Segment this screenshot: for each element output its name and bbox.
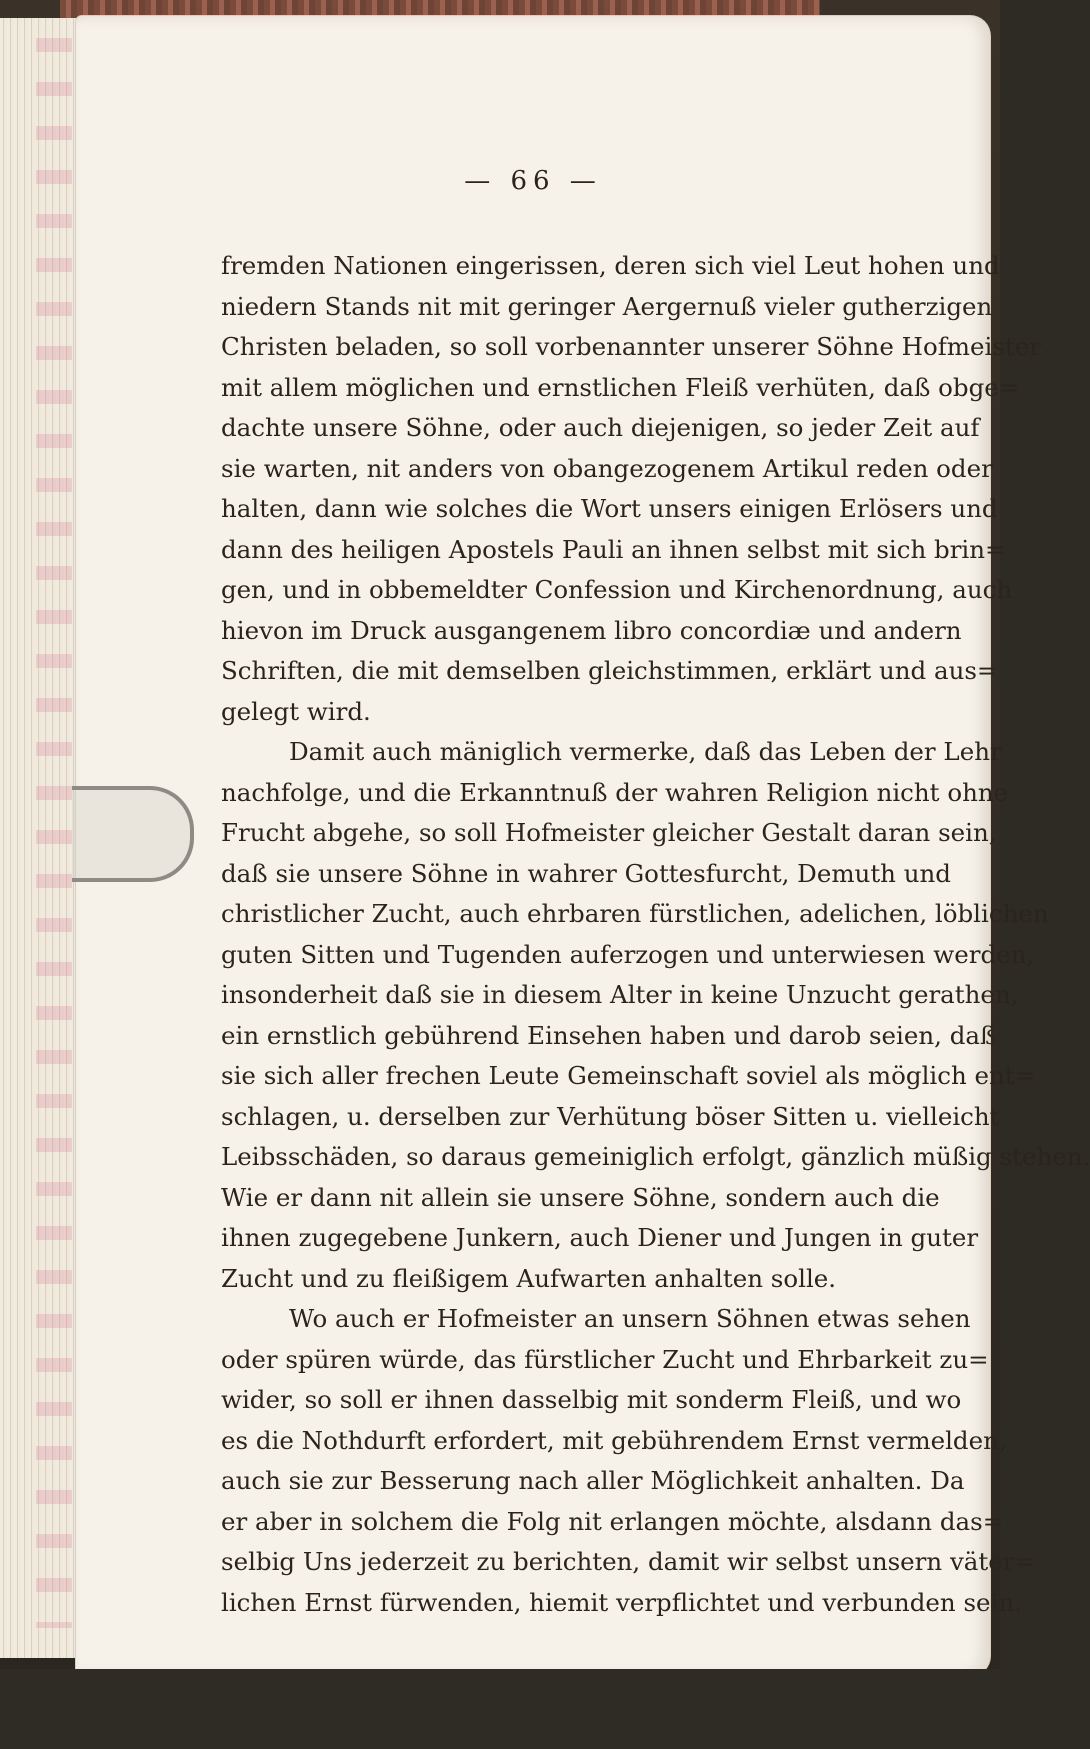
text-line: dachte unsere Söhne, oder auch diejenigen, so jeder Zeit auf [221,413,980,442]
text-line: es die Nothdurft erfordert, mit gebührendem Ernst vermelden, [221,1425,1007,1455]
paper-clip-icon [72,786,194,882]
text-line: Wo auch er Hofmeister an unsern Söhnen etwas sehen [289,1304,971,1333]
text-line: gen, und in obbemeldter Confession und Kirchenordnung, auch [221,575,1013,604]
text-line: Leibsschäden, so daraus gemeiniglich erfolgt, gänzlich müßig stehen. [221,1142,1090,1171]
page-sheet [76,16,1090,1676]
text-line: dann des heiligen Apostels Pauli an ihnen selbst mit sich brin= [221,534,1006,564]
stacked-page-edges [0,18,83,1658]
text-line: selbig Uns jederzeit zu berichten, damit wir selbst unsern väter= [221,1547,1035,1576]
text-line: ihnen zugegebene Junkern, auch Diener und Jungen in guter [221,1223,979,1252]
text-line: Damit auch mäniglich vermerke, daß das Leben der Lehr [289,737,1002,766]
text-line: auch sie zur Besserung nach aller Möglichkeit anhalten. Da [221,1466,965,1495]
text-line: guten Sitten und Tugenden auferzogen und unterwiesen werden, [221,939,1035,969]
text-line: schlagen, u. derselben zur Verhütung böser Sitten u. vielleicht [221,1101,1000,1131]
text-line: Zucht und zu fleißigem Aufwarten anhalten solle. [221,1263,837,1293]
text-line: nachfolge, und die Erkanntnuß der wahren Religion nicht ohne [221,777,1009,807]
text-line: halten, dann wie solches die Wort unsers einigen Erlösers und [221,494,998,523]
text-line: gelegt wird. [221,696,371,726]
text-line: oder spüren würde, das fürstlicher Zucht und Ehrbarkeit zu= [221,1344,989,1374]
text-line: ein ernstlich gebührend Einsehen haben und darob seien, daß [221,1020,997,1050]
text-line: sie warten, nit anders von obangezogenem Artikul reden oder [221,453,993,483]
text-line: mit allem möglichen und ernstlichen Fleiß verhüten, daß obge= [221,372,1020,402]
text-line: Wie er dann nit allein sie unsere Söhne, sondern auch die [221,1182,940,1212]
text-line: hievon im Druck ausgangenem libro concordiæ und andern [221,615,962,645]
page-number: — 66 — [464,166,602,196]
text-line: daß sie unsere Söhne in wahrer Gottesfurcht, Demuth und [221,858,951,888]
text-line: fremden Nationen eingerissen, deren sich viel Leut hohen und [221,251,1000,280]
text-line: wider, so soll er ihnen dasselbig mit sonderm Fleiß, und wo [221,1385,962,1414]
text-line: Schriften, die mit demselben gleichstimmen, erklärt und aus= [221,656,998,685]
text-line: niedern Stands nit mit geringer Aergernuß vieler gutherzigen [221,291,993,321]
text-line: Frucht abgehe, so soll Hofmeister gleicher Gestalt daran sein, [221,818,997,847]
text-line: insonderheit daß sie in diesem Alter in keine Unzucht gerathen, [221,980,1019,1009]
text-line: christlicher Zucht, auch ehrbaren fürstlichen, adelichen, löblichen [221,899,1049,928]
text-line: er aber in solchem die Folg nit erlangen möchte, alsdann das= [221,1506,1004,1536]
text-line: sie sich aller frechen Leute Gemeinschaft soviel als möglich ent= [221,1061,1036,1090]
text-line: lichen Ernst fürwenden, hiemit verpflichtet und verbunden sein. [221,1587,1022,1617]
text-line: Christen beladen, so soll vorbenannter unserer Söhne Hofmeister [221,332,1041,361]
scan-background [0,1669,1000,1749]
body-text [221,246,1090,1623]
